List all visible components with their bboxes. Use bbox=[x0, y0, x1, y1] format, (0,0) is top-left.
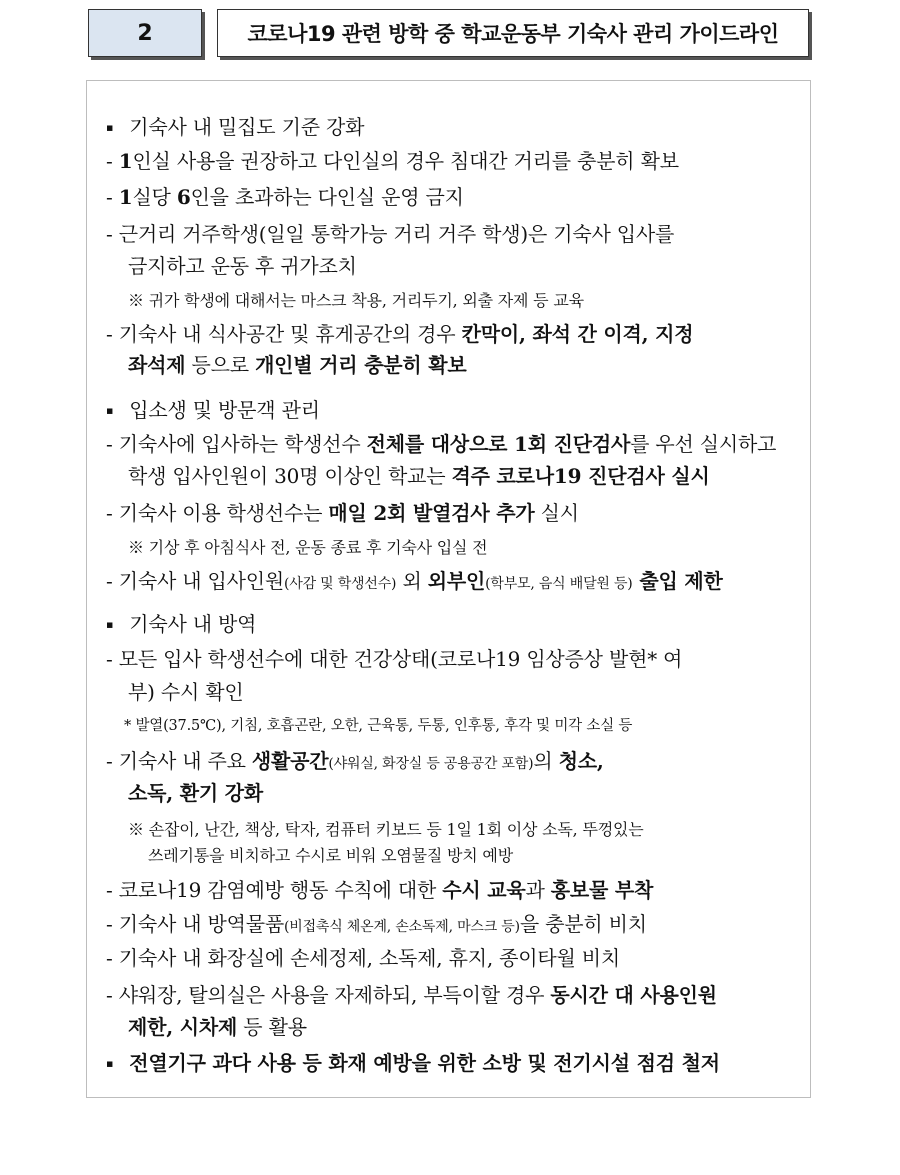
note-text: ※ 귀가 학생에 대해서는 마스크 착용, 거리두기, 외출 자제 등 교육 bbox=[128, 291, 584, 310]
list-item: - 기숙사 내 입사인원(사감 및 학생선수) 외 외부인(학부모, 음식 배달원 등) 출입 제한 bbox=[106, 569, 723, 593]
list-item-continuation: 제한, 시차제 등 활용 bbox=[128, 1015, 307, 1039]
list-item: - 1인실 사용을 권장하고 다인실의 경우 침대간 거리를 충분히 확보 bbox=[106, 149, 679, 173]
list-item: - 모든 입사 학생선수에 대한 건강상태(코로나19 임상증상 발현* 여 bbox=[106, 647, 683, 671]
list-item: - 코로나19 감염예방 행동 수칙에 대한 수시 교육과 홍보물 부착 bbox=[106, 878, 654, 902]
square-bullet-icon: ▪ bbox=[106, 404, 114, 417]
list-item: - 기숙사 내 방역물품(비접촉식 체온계, 손소독제, 마스크 등)을 충분히 비치 bbox=[106, 912, 647, 936]
note-text: ※ 손잡이, 난간, 책상, 탁자, 컴퓨터 키보드 등 1일 1회 이상 소독, 뚜껑있는 bbox=[128, 820, 644, 839]
list-item-continuation: 금지하고 운동 후 귀가조치 bbox=[128, 254, 357, 278]
page-title: 코로나19 관련 방학 중 학교운동부 기숙사 관리 가이드라인 bbox=[247, 22, 779, 46]
note-text: ※ 기상 후 아침식사 전, 운동 종료 후 기숙사 입실 전 bbox=[128, 538, 488, 557]
list-item-continuation: 학생 입사인원이 30명 이상인 학교는 격주 코로나19 진단검사 실시 bbox=[128, 464, 710, 488]
list-item: - 1실당 6인을 초과하는 다인실 운영 금지 bbox=[106, 185, 464, 209]
list-item-continuation: 부) 수시 확인 bbox=[128, 680, 244, 704]
square-bullet-icon: ▪ bbox=[106, 121, 114, 134]
list-item: - 기숙사에 입사하는 학생선수 전체를 대상으로 1회 진단검사를 우선 실시하고 bbox=[106, 432, 777, 456]
section-number: 2 bbox=[137, 20, 153, 46]
square-bullet-icon: ▪ bbox=[106, 1057, 114, 1070]
square-bullet-icon: ▪ bbox=[106, 618, 114, 631]
section-heading-visitors: ▪ 입소생 및 방문객 관리 bbox=[106, 398, 320, 422]
list-item: - 기숙사 내 주요 생활공간(샤워실, 화장실 등 공용공간 포함)의 청소, bbox=[106, 749, 604, 773]
page-title-box bbox=[217, 9, 809, 57]
list-item: - 기숙사 이용 학생선수는 매일 2회 발열검사 추가 실시 bbox=[106, 501, 579, 525]
footnote-text: * 발열(37.5℃), 기침, 호흡곤란, 오한, 근육통, 두통, 인후통, 후각 및 미각 소실 등 bbox=[124, 718, 633, 734]
list-item-continuation: 좌석제 등으로 개인별 거리 충분히 확보 bbox=[128, 353, 467, 377]
section-number-box bbox=[88, 9, 202, 57]
list-item: - 기숙사 내 화장실에 손세정제, 소독제, 휴지, 종이타월 비치 bbox=[106, 946, 621, 970]
section-heading-density: ▪ 기숙사 내 밀집도 기준 강화 bbox=[106, 115, 365, 139]
list-item-continuation: 소독, 환기 강화 bbox=[128, 781, 264, 805]
list-item: - 기숙사 내 식사공간 및 휴게공간의 경우 칸막이, 좌석 간 이격, 지정 bbox=[106, 322, 694, 346]
note-text-continuation: 쓰레기통을 비치하고 수시로 비워 오염물질 방치 예방 bbox=[148, 846, 513, 865]
list-item: - 샤워장, 탈의실은 사용을 자제하되, 부득이할 경우 동시간 대 사용인원 bbox=[106, 983, 717, 1007]
section-heading-disinfection: ▪ 기숙사 내 방역 bbox=[106, 612, 257, 636]
section-heading-fire-safety: ▪ 전열기구 과다 사용 등 화재 예방을 위한 소방 및 전기시설 점검 철저 bbox=[106, 1051, 720, 1075]
list-item: - 근거리 거주학생(일일 통학가능 거리 거주 학생)은 기숙사 입사를 bbox=[106, 222, 675, 246]
